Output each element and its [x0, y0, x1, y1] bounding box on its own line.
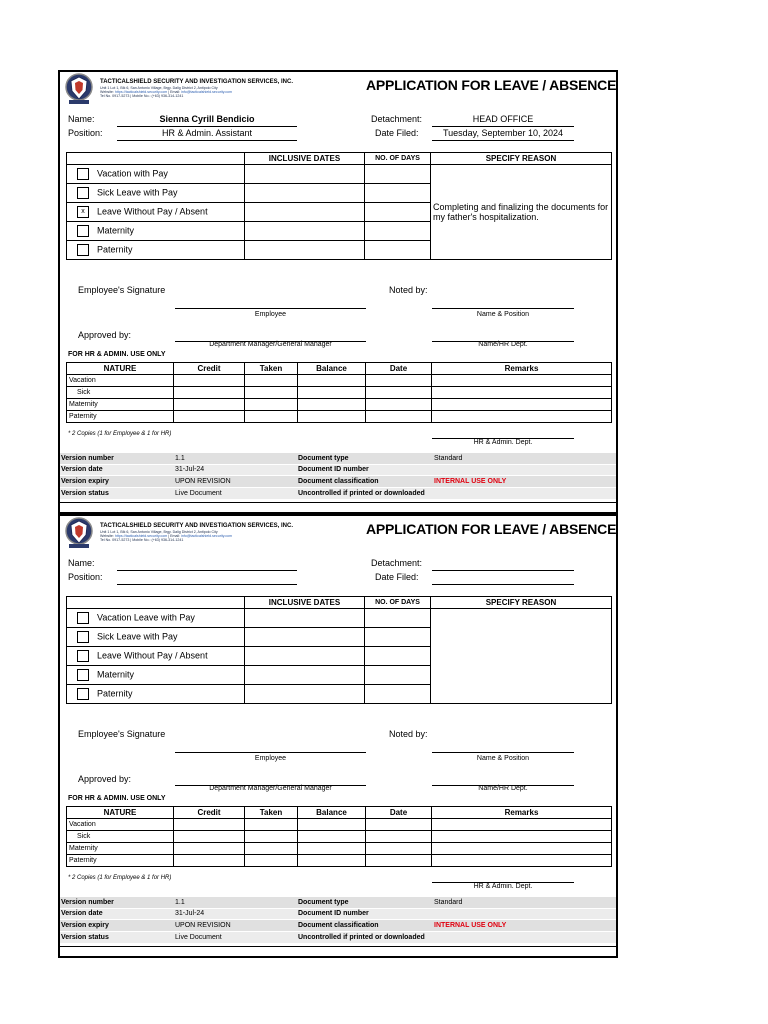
leave-type-table	[66, 152, 612, 260]
no-of-days-cell[interactable]	[365, 203, 431, 222]
taken-header: Taken	[245, 363, 298, 375]
inclusive-dates-cell[interactable]	[245, 647, 365, 666]
company-logo-shield-icon	[64, 516, 94, 550]
nature-cell: Paternity	[67, 855, 174, 867]
table-row	[67, 411, 612, 423]
employee-caption: Employee	[254, 755, 287, 762]
credit-header: Credit	[174, 363, 245, 375]
balance-cell[interactable]	[298, 855, 366, 867]
date-filed-underline	[432, 584, 574, 585]
credit-cell[interactable]	[174, 375, 245, 387]
without-pay-checkbox[interactable]	[77, 650, 89, 662]
company-phone: Tel No. 0917-5273 | Mobile No.: (+63) 936-314-1241	[100, 94, 184, 99]
detachment-field[interactable]: HEAD OFFICE	[472, 114, 534, 124]
table-row	[60, 897, 616, 909]
credit-cell[interactable]	[174, 831, 245, 843]
leave-type-table	[66, 596, 612, 704]
form-divider	[60, 946, 616, 947]
leave-type-sick[interactable]: Sick Leave with Pay	[67, 628, 245, 647]
taken-cell[interactable]	[245, 819, 298, 831]
doc-meta-value: Standard	[433, 897, 616, 909]
detachment-underline	[432, 570, 574, 571]
position-label: Position:	[68, 128, 103, 138]
hr-admin-caption: HR & Admin. Dept.	[473, 439, 533, 446]
hr-use-label: FOR HR & ADMIN. USE ONLY	[68, 351, 166, 358]
version-value: 1.1	[174, 453, 297, 465]
balance-cell[interactable]	[298, 387, 366, 399]
leave-form-2	[58, 514, 618, 958]
version-table	[60, 452, 616, 499]
leave-type-paternity[interactable]: Paternity	[67, 685, 245, 704]
credit-cell[interactable]	[174, 387, 245, 399]
hr-credit-table	[66, 806, 612, 867]
balance-cell[interactable]	[298, 819, 366, 831]
version-value: Live Document	[174, 487, 297, 499]
balance-cell[interactable]	[298, 399, 366, 411]
version-value: UPON REVISION	[174, 476, 297, 488]
leave-type-maternity[interactable]: Maternity	[67, 222, 245, 241]
inclusive-dates-cell[interactable]	[245, 203, 365, 222]
version-label: Version number	[60, 897, 174, 909]
table-row	[67, 855, 612, 867]
date-header: Date	[366, 807, 432, 819]
specify-reason-header: SPECIFY REASON	[431, 597, 612, 609]
no-of-days-cell[interactable]	[365, 647, 431, 666]
no-of-days-header: NO. OF DAYS	[365, 597, 431, 609]
version-table	[60, 896, 616, 943]
position-label: Position:	[68, 572, 103, 582]
leave-type-without-pay[interactable]: x Leave Without Pay / Absent	[67, 203, 245, 222]
taken-cell[interactable]	[245, 375, 298, 387]
version-label: Version expiry	[60, 920, 174, 932]
company-address: Unit 1 Lot 1, Blk 6, San Antonio Village, Brgy. Dalig District 2, Antipolo City	[100, 86, 218, 90]
taken-cell[interactable]	[245, 411, 298, 423]
detachment-label: Detachment:	[371, 114, 423, 124]
noted-by-line[interactable]	[432, 752, 574, 753]
taken-cell[interactable]	[245, 855, 298, 867]
company-address-block	[100, 86, 232, 99]
leave-type-header	[67, 153, 245, 165]
leave-type-maternity[interactable]: Maternity	[67, 666, 245, 685]
table-row	[60, 920, 616, 932]
table-row	[67, 819, 612, 831]
doc-meta-label: Document type	[297, 897, 433, 909]
balance-cell[interactable]	[298, 375, 366, 387]
name-position-caption: Name & Position	[476, 755, 530, 762]
version-label: Version date	[60, 464, 174, 476]
no-of-days-cell[interactable]	[365, 184, 431, 203]
doc-meta-value: Standard	[433, 453, 616, 465]
vacation-checkbox[interactable]	[77, 612, 89, 624]
position-field[interactable]: HR & Admin. Assistant	[161, 128, 253, 138]
table-row	[60, 464, 616, 476]
employee-caption: Employee	[254, 311, 287, 318]
balance-cell[interactable]	[298, 831, 366, 843]
nature-header: NATURE	[67, 363, 174, 375]
date-cell[interactable]	[366, 831, 432, 843]
employee-signature-label: Employee's Signature	[78, 285, 166, 295]
nature-cell: Maternity	[67, 399, 174, 411]
inclusive-dates-cell[interactable]	[245, 184, 365, 203]
taken-cell[interactable]	[245, 831, 298, 843]
table-row	[60, 487, 616, 499]
date-filed-field[interactable]: Tuesday, September 10, 2024	[442, 128, 564, 138]
hr-use-label: FOR HR & ADMIN. USE ONLY	[68, 795, 166, 802]
table-row	[67, 387, 612, 399]
company-address: Unit 1 Lot 1, Blk 6, San Antonio Village, Brgy. Dalig District 2, Antipolo City	[100, 530, 218, 534]
balance-header: Balance	[298, 363, 366, 375]
position-underline	[117, 140, 297, 141]
classification-badge: INTERNAL USE ONLY	[433, 920, 616, 932]
approved-by-label: Approved by:	[78, 774, 132, 784]
dept-manager-caption: Department Manager/General Manager	[209, 785, 332, 792]
approved-by-label: Approved by:	[78, 330, 132, 340]
detachment-label: Detachment:	[371, 558, 423, 568]
nature-cell: Vacation	[67, 375, 174, 387]
taken-cell[interactable]	[245, 843, 298, 855]
name-field[interactable]: Sienna Cyrill Bendicio	[159, 114, 255, 124]
inclusive-dates-cell[interactable]	[245, 666, 365, 685]
company-contact: Website: https://tacticalshield.security.com | Email: info@tacticalshield.security.com	[100, 534, 233, 539]
date-filed-label: Date Filed:	[375, 128, 419, 138]
leave-type-paternity[interactable]: Paternity	[67, 241, 245, 260]
remarks-header: Remarks	[432, 363, 612, 375]
employee-signature-label: Employee's Signature	[78, 729, 166, 739]
inclusive-dates-header: INCLUSIVE DATES	[245, 597, 365, 609]
date-cell[interactable]	[366, 819, 432, 831]
doc-meta-label: Uncontrolled if printed or downloaded	[297, 931, 616, 943]
leave-type-without-pay[interactable]: Leave Without Pay / Absent	[67, 647, 245, 666]
leave-row	[67, 165, 612, 184]
nature-header: NATURE	[67, 807, 174, 819]
name-label: Name:	[68, 114, 95, 124]
version-value: 31-Jul-24	[174, 464, 297, 476]
maternity-checkbox[interactable]	[77, 225, 89, 237]
form-title: APPLICATION FOR LEAVE / ABSENCE	[366, 521, 617, 537]
no-of-days-cell[interactable]	[365, 165, 431, 184]
company-contact: Website: https://tacticalshield.security.com | Email: info@tacticalshield.security.com	[100, 90, 233, 95]
table-row	[67, 831, 612, 843]
copies-note: * 2 Copies (1 for Employee & 1 for HR)	[68, 431, 172, 437]
date-header: Date	[366, 363, 432, 375]
doc-meta-label: Document ID number	[297, 908, 433, 920]
without-pay-checkbox[interactable]: x	[77, 206, 89, 218]
nature-cell: Sick	[67, 387, 174, 399]
version-value: 1.1	[174, 897, 297, 909]
position-underline	[117, 584, 297, 585]
doc-meta-label: Document ID number	[297, 464, 433, 476]
employee-signature-line[interactable]	[175, 752, 366, 753]
table-row	[60, 476, 616, 488]
leave-row	[67, 609, 612, 628]
sick-checkbox[interactable]	[77, 187, 89, 199]
reason-field[interactable]	[431, 609, 612, 704]
taken-cell[interactable]	[245, 399, 298, 411]
inclusive-dates-cell[interactable]	[245, 685, 365, 704]
credit-cell[interactable]	[174, 819, 245, 831]
balance-header: Balance	[298, 807, 366, 819]
inclusive-dates-cell[interactable]	[245, 222, 365, 241]
remarks-cell[interactable]	[432, 375, 612, 387]
name-underline	[117, 570, 297, 571]
remarks-cell[interactable]	[432, 399, 612, 411]
form-title: APPLICATION FOR LEAVE / ABSENCE	[366, 77, 617, 93]
hr-credit-table	[66, 362, 612, 423]
inclusive-dates-header: INCLUSIVE DATES	[245, 153, 365, 165]
leave-form-1	[58, 70, 618, 514]
leave-type-vacation[interactable]: Vacation with Pay	[67, 165, 245, 184]
taken-cell[interactable]	[245, 387, 298, 399]
company-logo-shield-icon	[64, 72, 94, 106]
date-filed-underline	[432, 140, 574, 141]
reason-field[interactable]: Completing and finalizing the documents for my father's hospitalization.	[431, 165, 612, 260]
date-filed-label: Date Filed:	[375, 572, 419, 582]
vacation-checkbox[interactable]	[77, 168, 89, 180]
specify-reason-header: SPECIFY REASON	[431, 153, 612, 165]
no-of-days-cell[interactable]	[365, 609, 431, 628]
nature-cell: Vacation	[67, 819, 174, 831]
company-phone: Tel No. 0917-5273 | Mobile No.: (+63) 936-314-1241	[100, 538, 184, 543]
date-cell[interactable]	[366, 411, 432, 423]
company-name: TACTICALSHIELD SECURITY AND INVESTIGATION SERVICES, INC.	[100, 523, 294, 529]
leave-type-header	[67, 597, 245, 609]
doc-meta-value	[433, 464, 616, 476]
sick-checkbox[interactable]	[77, 631, 89, 643]
copies-note: * 2 Copies (1 for Employee & 1 for HR)	[68, 875, 172, 881]
remarks-cell[interactable]	[432, 831, 612, 843]
form-divider	[60, 502, 616, 503]
date-cell[interactable]	[366, 399, 432, 411]
date-cell[interactable]	[366, 375, 432, 387]
hr-admin-caption: HR & Admin. Dept.	[473, 883, 533, 890]
no-of-days-cell[interactable]	[365, 666, 431, 685]
no-of-days-header: NO. OF DAYS	[365, 153, 431, 165]
inclusive-dates-cell[interactable]	[245, 609, 365, 628]
inclusive-dates-cell[interactable]	[245, 165, 365, 184]
doc-meta-label: Document classification	[297, 476, 433, 488]
company-address-block	[100, 530, 232, 543]
date-cell[interactable]	[366, 855, 432, 867]
version-label: Version status	[60, 487, 174, 499]
nature-cell: Paternity	[67, 411, 174, 423]
doc-meta-label: Uncontrolled if printed or downloaded	[297, 487, 616, 499]
credit-cell[interactable]	[174, 843, 245, 855]
version-label: Version number	[60, 453, 174, 465]
balance-cell[interactable]	[298, 843, 366, 855]
version-value: Live Document	[174, 931, 297, 943]
detachment-underline	[432, 126, 574, 127]
credit-cell[interactable]	[174, 399, 245, 411]
version-value: UPON REVISION	[174, 920, 297, 932]
credit-cell[interactable]	[174, 855, 245, 867]
leave-type-vacation[interactable]: Vacation Leave with Pay	[67, 609, 245, 628]
date-cell[interactable]	[366, 387, 432, 399]
paternity-checkbox[interactable]	[77, 244, 89, 256]
table-row	[60, 908, 616, 920]
table-row	[60, 931, 616, 943]
name-underline	[117, 126, 297, 127]
name-hr-caption: Name/HR Dept.	[478, 341, 528, 348]
doc-meta-label: Document classification	[297, 920, 433, 932]
leave-type-sick[interactable]: Sick Leave with Pay	[67, 184, 245, 203]
taken-header: Taken	[245, 807, 298, 819]
credit-cell[interactable]	[174, 411, 245, 423]
table-row	[67, 375, 612, 387]
no-of-days-cell[interactable]	[365, 628, 431, 647]
doc-meta-label: Document type	[297, 453, 433, 465]
balance-cell[interactable]	[298, 411, 366, 423]
name-hr-caption: Name/HR Dept.	[478, 785, 528, 792]
inclusive-dates-cell[interactable]	[245, 628, 365, 647]
version-label: Version date	[60, 908, 174, 920]
credit-header: Credit	[174, 807, 245, 819]
maternity-checkbox[interactable]	[77, 669, 89, 681]
noted-by-label: Noted by:	[389, 285, 428, 295]
nature-cell: Maternity	[67, 843, 174, 855]
paternity-checkbox[interactable]	[77, 688, 89, 700]
no-of-days-cell[interactable]	[365, 241, 431, 260]
remarks-cell[interactable]	[432, 387, 612, 399]
employee-signature-line[interactable]	[175, 308, 366, 309]
table-row	[67, 399, 612, 411]
classification-badge: INTERNAL USE ONLY	[433, 476, 616, 488]
date-cell[interactable]	[366, 843, 432, 855]
name-position-caption: Name & Position	[476, 311, 530, 318]
version-label: Version expiry	[60, 476, 174, 488]
no-of-days-cell[interactable]	[365, 685, 431, 704]
noted-by-label: Noted by:	[389, 729, 428, 739]
table-row	[60, 453, 616, 465]
nature-cell: Sick	[67, 831, 174, 843]
table-row	[67, 843, 612, 855]
remarks-cell[interactable]	[432, 843, 612, 855]
remarks-cell[interactable]	[432, 855, 612, 867]
no-of-days-cell[interactable]	[365, 222, 431, 241]
version-label: Version status	[60, 931, 174, 943]
noted-by-line[interactable]	[432, 308, 574, 309]
version-value: 31-Jul-24	[174, 908, 297, 920]
inclusive-dates-cell[interactable]	[245, 241, 365, 260]
name-label: Name:	[68, 558, 95, 568]
doc-meta-value	[433, 908, 616, 920]
remarks-cell[interactable]	[432, 411, 612, 423]
remarks-header: Remarks	[432, 807, 612, 819]
dept-manager-caption: Department Manager/General Manager	[209, 341, 332, 348]
remarks-cell[interactable]	[432, 819, 612, 831]
company-name: TACTICALSHIELD SECURITY AND INVESTIGATION SERVICES, INC.	[100, 79, 294, 85]
